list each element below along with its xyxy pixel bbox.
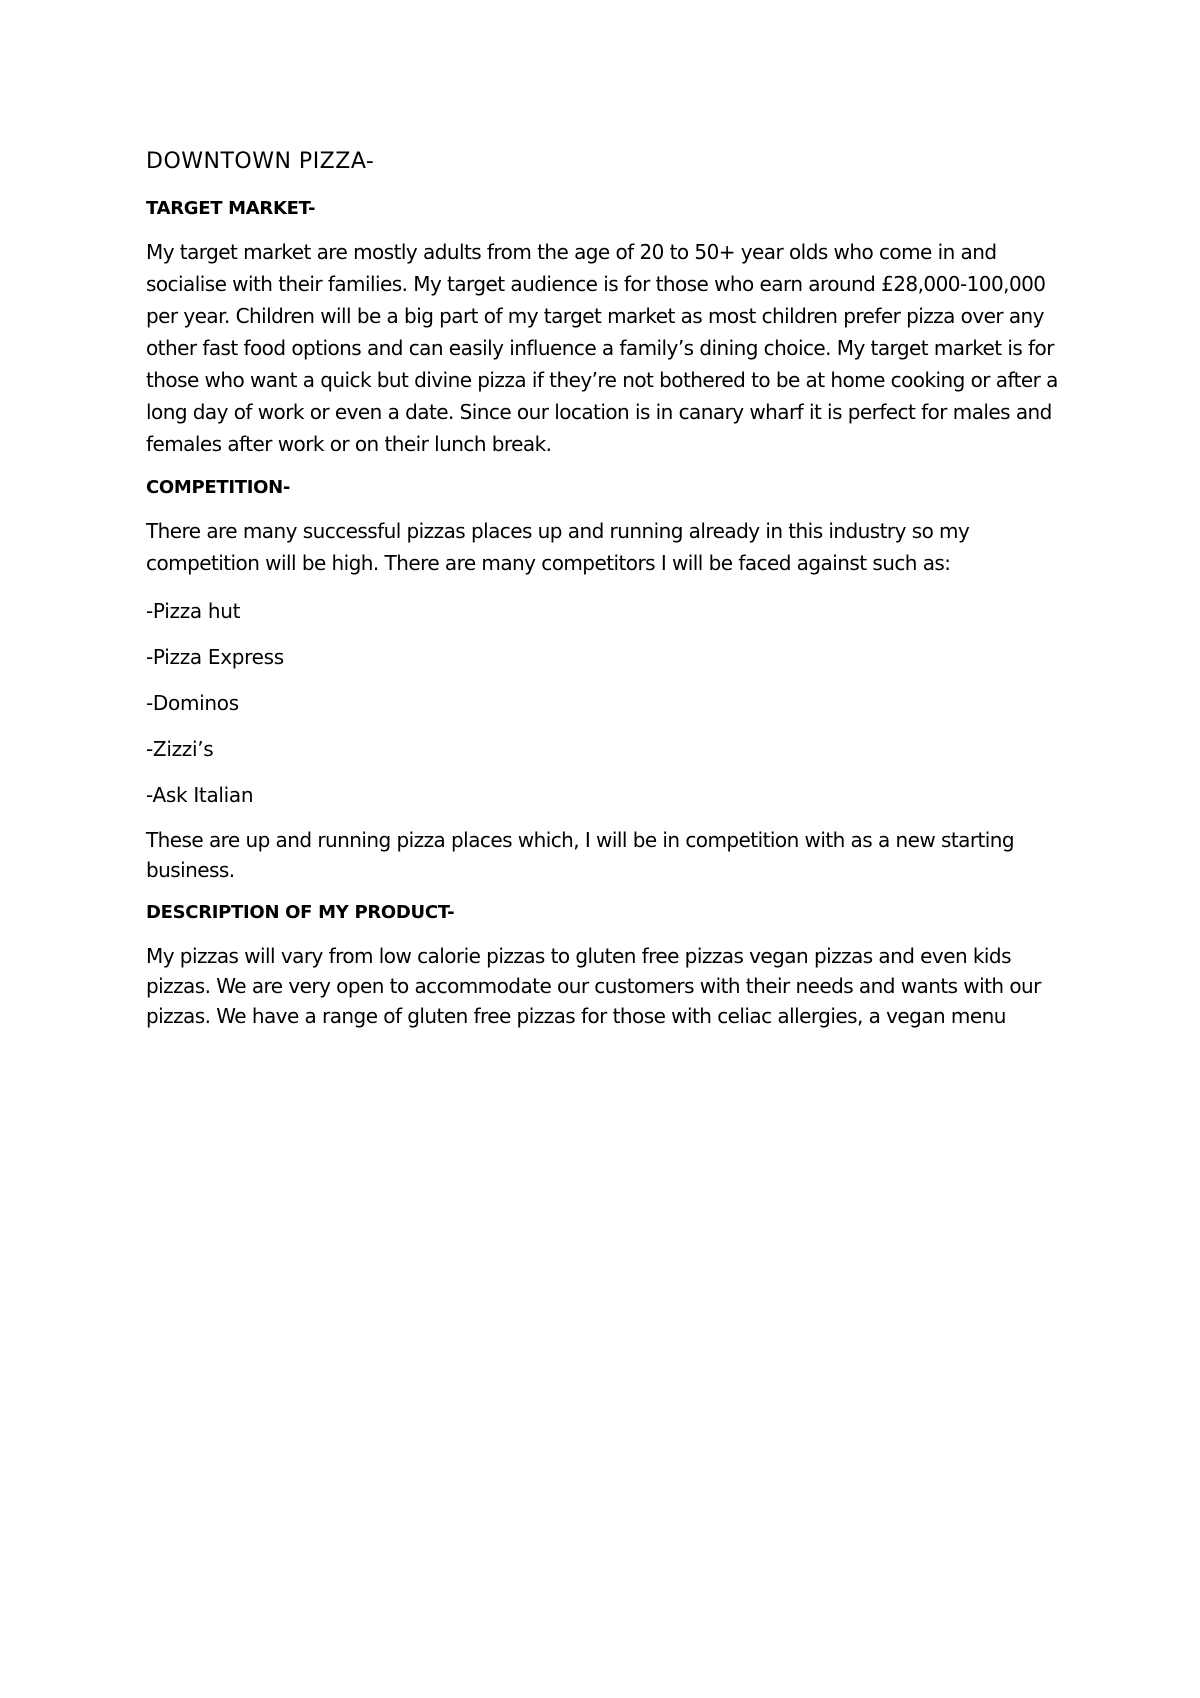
target-market-paragraph: My target market are mostly adults from the age of 20 to 50+ year olds who come in and socialise with their families. My target audience is for those who earn around £28,000-100,000 per year. Children will be a big part of my target market as most children prefer pizza over any other fast food options and can easily influence a family’s dining choice. My target market is for those who want a quick but divine pizza if they’re not bothered to be at home cooking or after a long day of work or even a date. Since our location is in canary wharf it is perfect for males and females after work or on their lunch break. [146, 239, 1058, 456]
competitor-item: -Pizza Express [146, 645, 284, 670]
product-description-paragraph: My pizzas will vary from low calorie pizzas to gluten free pizzas vegan pizzas and even kids pizzas. We are very open to accommodate our customers with their needs and wants with our pizzas. We have a range of gluten free pizzas for those with celiac allergies, a vegan menu [146, 943, 1041, 1028]
competitor-item: -Pizza hut [146, 599, 241, 624]
competitor-list [146, 595, 1066, 811]
document-title: DOWNTOWN PIZZA- [146, 149, 375, 174]
competitor-item: -Ask Italian [146, 783, 254, 808]
product-description-heading: DESCRIPTION OF MY PRODUCT- [146, 902, 455, 924]
competition-intro-paragraph: There are many successful pizzas places up and running already in this industry so my competition will be high. There are many competitors I will be faced against such as: [146, 519, 970, 576]
competitor-item: -Dominos [146, 691, 239, 716]
competition-outro-paragraph: These are up and running pizza places which, I will be in competition with as a new starting business. [146, 828, 1015, 883]
document-page [146, 148, 1066, 1047]
target-market-heading: TARGET MARKET- [146, 197, 316, 219]
competitor-item: -Zizzi’s [146, 737, 214, 762]
competition-heading: COMPETITION- [146, 476, 291, 498]
